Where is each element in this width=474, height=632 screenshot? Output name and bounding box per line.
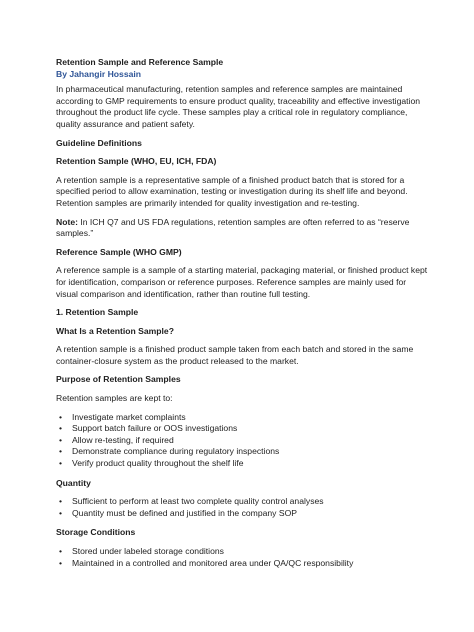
guideline-heading: Guideline Definitions (56, 137, 142, 148)
bullet-icon: • (59, 434, 63, 445)
list-item: • Support batch failure or OOS investigations (59, 423, 238, 434)
bullet-icon: • (59, 458, 63, 469)
reference-definition-heading: Reference Sample (WHO GMP) (56, 246, 182, 257)
storage-heading: Storage Conditions (56, 527, 136, 538)
document-title: Retention Sample and Reference Sample (56, 57, 224, 67)
list-item: • Investigate market complaints (59, 411, 186, 422)
bullet-icon: • (59, 423, 63, 434)
purpose-intro: Retention samples are kept to: (56, 393, 173, 404)
quantity-heading: Quantity (56, 477, 91, 488)
storage-list (56, 546, 428, 569)
what-is-text: A retention sample is a finished product sample taken from each batch and stored in the same container-closure system as the product released to the market. (56, 344, 414, 366)
reference-definition-text: A reference sample is a sample of a starting material, packaging material, or finished product kept for identification, comparison or reference purposes. Reference samples are mainly used for visual comparison and identification, rather than routine full testing. (56, 265, 428, 299)
list-item: • Quantity must be defined and justified in the company SOP (59, 507, 297, 518)
list-item: • Demonstrate compliance during regulatory inspections (59, 446, 280, 457)
note-text: In ICH Q7 and US FDA regulations, retention samples are often referred to as “reserve samples.” (56, 216, 410, 239)
retention-definition-heading: Retention Sample (WHO, EU, ICH, FDA) (56, 156, 217, 167)
note-paragraph (56, 217, 428, 240)
list-item: • Sufficient to perform at least two complete quality control analyses (59, 496, 324, 507)
retention-definition-text: A retention sample is a representative sample of a finished product batch that is stored for a specified period to allow examination, testing or investigation during its shelf life and beyond. Retention samples are primarily intended for quality investigation and re-testing. (56, 174, 408, 208)
purpose-heading: Purpose of Retention Samples (56, 374, 181, 385)
purpose-list (56, 412, 428, 470)
what-is-heading: What Is a Retention Sample? (56, 325, 174, 336)
bullet-icon: • (59, 557, 63, 568)
list-item: • Maintained in a controlled and monitored area under QA/QC responsibility (59, 557, 354, 568)
section-1-heading: 1. Retention Sample (56, 307, 139, 318)
bullet-icon: • (59, 446, 63, 457)
document-page (56, 57, 428, 577)
quantity-list (56, 496, 428, 519)
bullet-icon: • (59, 411, 63, 422)
list-item: • Allow re-testing, if required (59, 434, 174, 445)
bullet-icon: • (59, 507, 63, 518)
bullet-icon: • (59, 546, 63, 556)
intro-paragraph: In pharmaceutical manufacturing, retention samples and reference samples are maintained according to GMP requirements to ensure product quality, traceability and effective investigation throughout the product life cycle. These samples play a critical role in regulatory compliance, quality assurance and patient safety. (56, 84, 421, 129)
note-label: Note: (56, 216, 78, 227)
bullet-icon: • (59, 496, 63, 507)
list-item: • Verify product quality throughout the shelf life (59, 458, 244, 469)
list-item: • Stored under labeled storage conditions (59, 546, 224, 556)
document-author: By Jahangir Hossain (56, 68, 142, 79)
